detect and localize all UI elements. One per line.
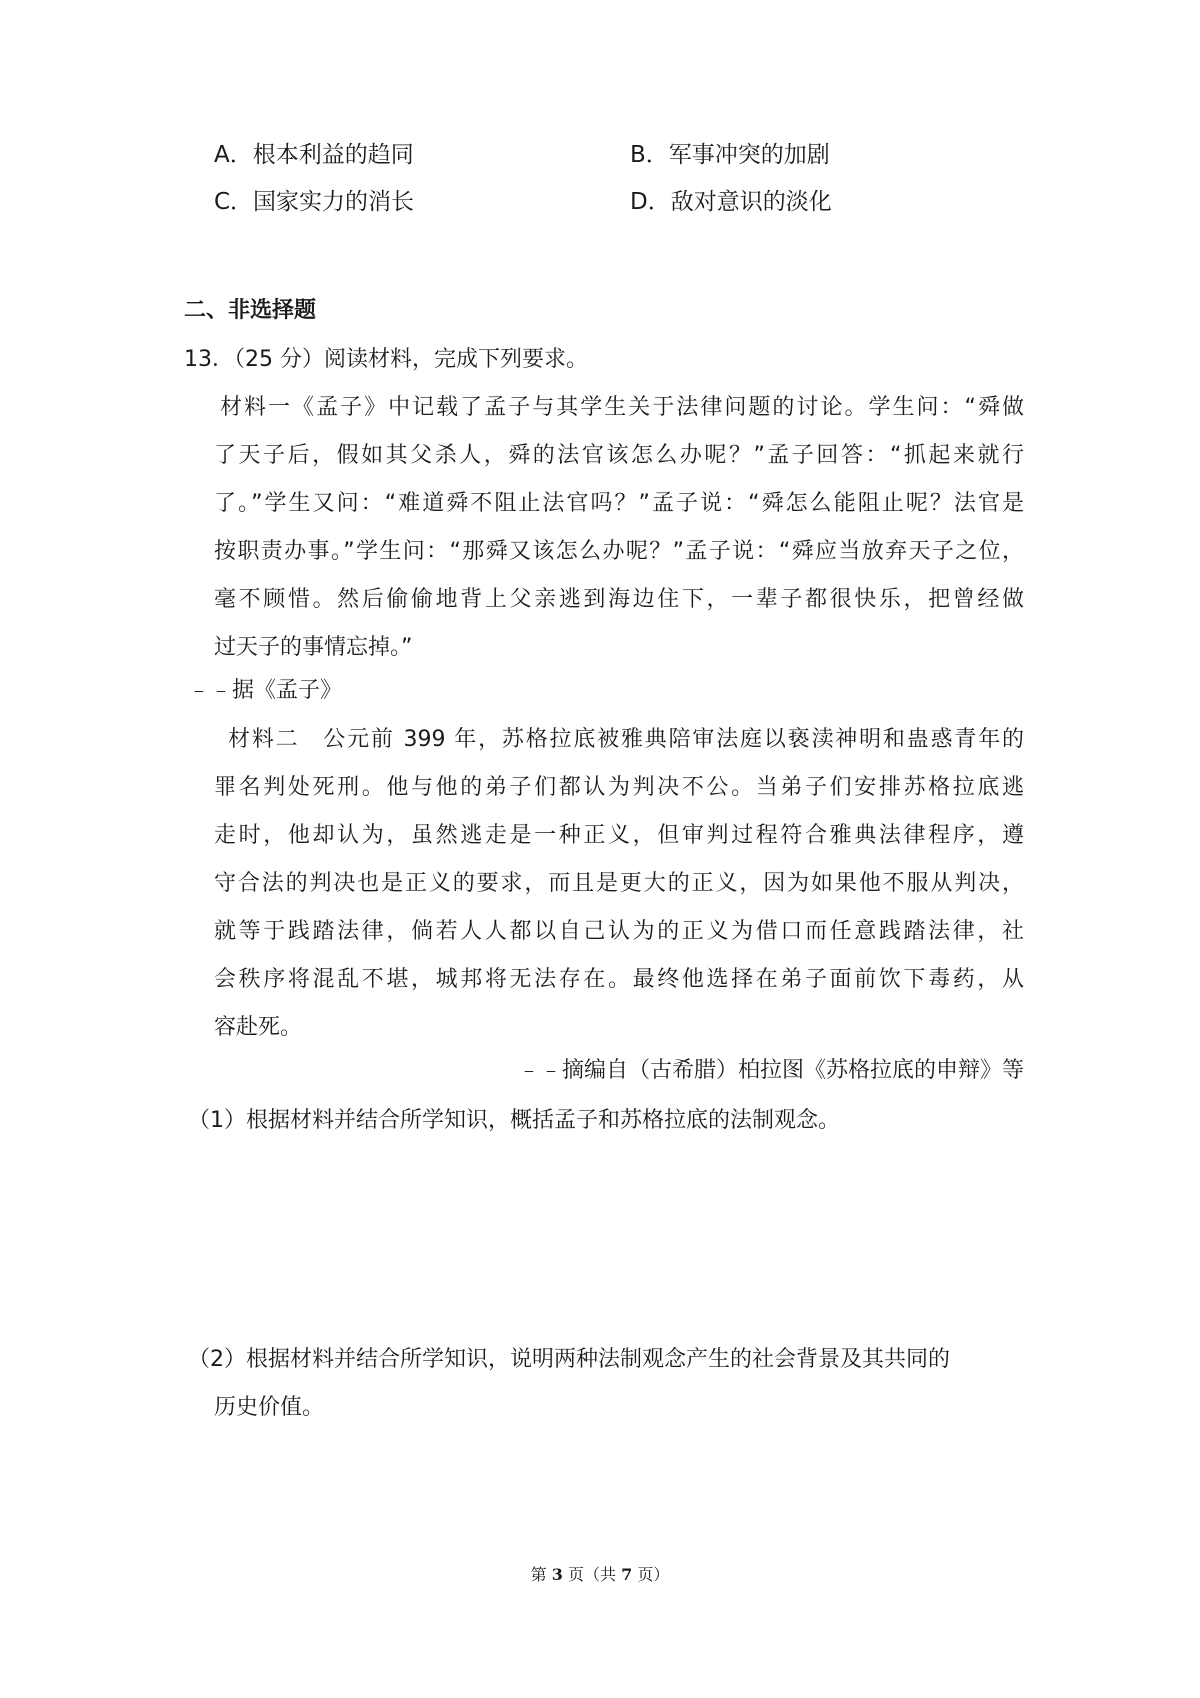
material-2-line: 就等于践踏法律，倘若人人都以自己认为的正义为借口而任意践踏法律，社 [214,919,1024,944]
material-1-line: 了天子后，假如其父杀人，舜的法官该怎么办呢？”孟子回答：“抓起来就行 [214,443,1024,468]
section-title: 二、非选择题 [184,298,317,323]
material-2-line: 走时，他却认为，虽然逃走是一种正义，但审判过程符合雅典法律程序，遵 [214,823,1024,848]
option-a: A．根本利益的趋同 [214,142,414,168]
footer-suffix: 页） [632,1565,670,1584]
material-2-source: ﹣﹣摘编自（古希腊）柏拉图《苏格拉底的申辩》等 [517,1058,1024,1083]
material-1-line: 过天子的事情忘掉。” [214,635,413,660]
footer-middle: 页（共 [562,1565,622,1584]
question-13-head: 13．（25 分）阅读材料，完成下列要求。 [184,347,588,372]
material-1-line: 材料一《孟子》中记载了孟子与其学生关于法律问题的讨论。学生问：“舜做 [220,395,1024,420]
option-d: D．敌对意识的淡化 [630,189,832,215]
material-1-line: 了。”学生又问：“难道舜不阻止法官吗？”孟子说：“舜怎么能阻止呢？法官是 [214,491,1024,516]
option-c: C．国家实力的消长 [214,189,415,215]
material-1-line: 毫不顾惜。然后偷偷地背上父亲逃到海边住下，一辈子都很快乐，把曾经做 [214,587,1024,612]
footer-prefix: 第 [530,1565,552,1584]
footer-total-pages: 7 [621,1565,633,1584]
sub-question-2-line-1: （2）根据材料并结合所学知识，说明两种法制观念产生的社会背景及其共同的 [188,1347,950,1372]
material-2-line: 会秩序将混乱不堪，城邦将无法存在。最终他选择在弟子面前饮下毒药，从 [214,967,1024,992]
material-2 [214,716,1024,1052]
material-1-source: ﹣﹣据《孟子》 [188,678,343,703]
material-1-line: 按职责办事。”学生问：“那舜又该怎么办呢？”孟子说：“舜应当放弃天子之位， [214,539,1024,564]
material-2-line: 罪名判处死刑。他与他的弟子们都认为判决不公。当弟子们安排苏格拉底逃 [214,775,1024,800]
material-2-line: 材料二 公元前 399 年，苏格拉底被雅典陪审法庭以亵渎神明和蛊惑青年的 [228,727,1024,752]
material-2-line: 容赴死。 [214,1015,303,1040]
sub-question-1: （1）根据材料并结合所学知识，概括孟子和苏格拉底的法制观念。 [188,1108,840,1133]
material-2-line: 守合法的判决也是正义的要求，而且是更大的正义，因为如果他不服从判决， [214,871,1024,896]
material-1 [214,384,1024,672]
footer-page-number: 3 [551,1565,563,1584]
page-footer [0,1564,1200,1586]
sub-question-2-line-2: 历史价值。 [214,1395,325,1420]
option-b: B．军事冲突的加剧 [630,142,830,168]
